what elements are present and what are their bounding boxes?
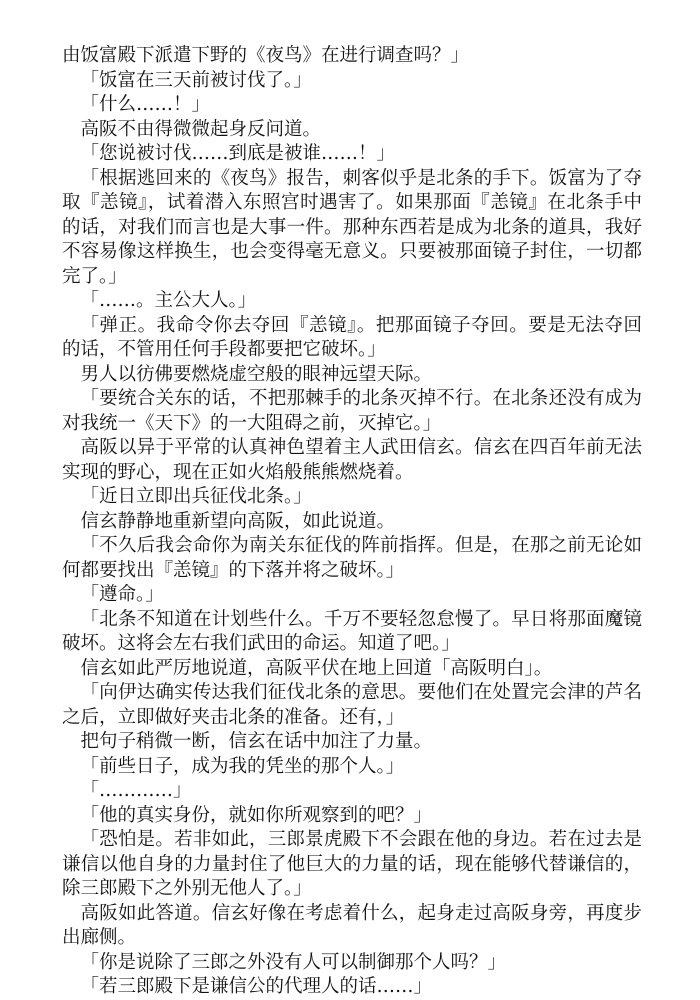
paragraph: 把句子稍微一断，信玄在话中加注了力量。 [80,731,433,752]
paragraph: 信玄静静地重新望向高阪，如此说道。 [80,510,396,532]
paragraph: 高阪不由得微微起身反问道。 [80,118,322,140]
paragraph: 高阪如此答道。信玄好像在考虑着什么，起身走过高阪身旁，再度步出廊侧。 [62,902,642,948]
paragraph: 「向伊达确实传达我们征伐北条的意思。要他们在处置完会津的芦名之后，立即做好夹击北条的准备。还有，」 [62,682,642,728]
paragraph: 「您说被讨伐……到底是被谁……！」 [80,143,396,164]
paragraph: 信玄如此严厉地说道，高阪平伏在地上回道「高阪明白」。 [80,657,553,679]
paragraph: 「什么……！」 [80,94,211,115]
paragraph: 「……。主公大人。」 [80,290,257,311]
paragraph: 「要统合关东的话，不把那棘手的北条灭掉不行。在北条还没有成为对我统一《天下》的一大阻碍之前，灭掉它。」 [62,388,642,434]
paragraph: 「恐怕是。若非如此，三郎景虎殿下不会跟在他的身边。若在过去是谦信以他自身的力量封住了他巨大的力量的话，现在能够代替谦信的，除三郎殿下之外别无他人了。」 [62,829,642,899]
paragraph: 「遵命。」 [80,584,164,605]
paragraph: 「北条不知道在计划些什么。千万不要轻忽怠慢了。早日将那面魔镜破坏。这将会左右我们武田的命运。知道了吧。」 [62,608,642,654]
paragraph: 「若三郎殿下是谦信公的代理人的话……」 [80,976,433,997]
paragraph: 「…………」 [80,780,192,801]
paragraph: 「你是说除了三郎之外没有人可以制御那个人吗？」 [80,951,507,973]
paragraph: 男人以彷佛要燃烧虚空般的眼神远望天际。 [80,363,433,385]
paragraph: 「前些日子，成为我的凭坐的那个人。」 [80,755,405,777]
paragraph: 「弹正。我命令你去夺回『恙镜』。把那面镜子夺回。要是无法夺回的话，不管用任何手段都要把它破坏。」 [62,314,642,360]
paragraph: 由饭富殿下派遣下野的《夜鸟》在进行调查吗？」 [62,45,470,66]
paragraph: 「不久后我会命你为南关东征伐的阵前指挥。但是，在那之前无论如何都要找出『恙镜』的下落并将之破坏。」 [62,535,642,581]
paragraph: 高阪以异于平常的认真神色望着主人武田信玄。信玄在四百年前无法实现的野心，现在正如火焰般熊熊燃烧着。 [62,437,642,483]
novel-page [62,44,642,1000]
paragraph: 「根据逃回来的《夜鸟》报告，刺客似乎是北条的手下。饭富为了夺取『恙镜』，试着潜入东照宫时遇害了。如果那面『恙镜』在北条手中的话，对我们而言也是大事一件。那种东西若是成为北条的道具，我好不容易像这样换生，也会变得毫无意义。只要被那面镜子封住，一切都完了。」 [62,167,642,287]
paragraph: 「近日立即出兵征伐北条。」 [80,486,312,507]
paragraph: 「他的真实身份，就如你所观察到的吧？」 [80,804,433,826]
paragraph: 「饭富在三天前被讨伐了。」 [80,69,312,91]
